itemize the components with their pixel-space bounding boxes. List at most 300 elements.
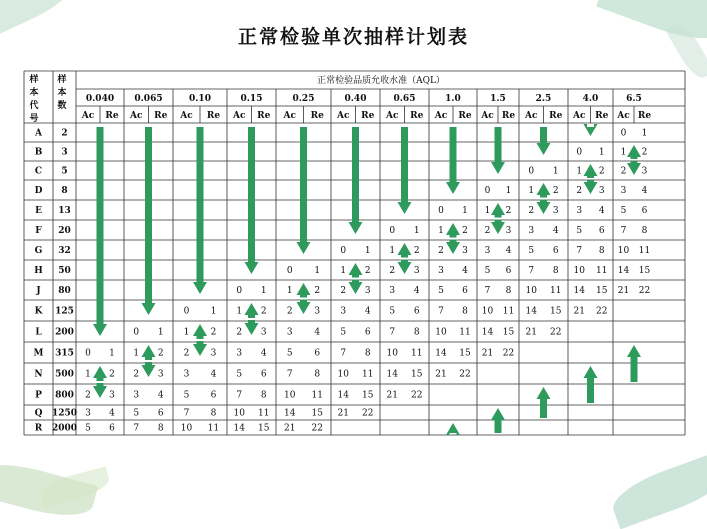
ac-value: 14 <box>233 423 245 434</box>
re-value: 2 <box>413 246 420 256</box>
re-value: 15 <box>362 390 374 401</box>
ac-header: Ac <box>180 111 193 121</box>
re-value: 6 <box>641 206 648 216</box>
up-arrow-icon <box>491 203 505 218</box>
aql-level-label: 6.5 <box>626 94 642 104</box>
re-header: Re <box>501 111 516 121</box>
sample-size: 2 <box>61 128 68 139</box>
re-value: 8 <box>505 286 512 296</box>
ac-value: 0 <box>528 166 535 177</box>
re-value: 3 <box>552 206 559 216</box>
up-arrow-icon <box>398 243 412 258</box>
down-arrow-icon <box>537 200 551 215</box>
down-arrow-icon <box>584 124 598 136</box>
down-arrow-icon <box>627 161 641 175</box>
ac-value: 5 <box>85 423 91 434</box>
re-value: 22 <box>411 390 423 401</box>
sample-code: E <box>35 206 42 216</box>
sample-code: K <box>34 306 43 317</box>
re-value: 2 <box>505 206 512 216</box>
down-arrow-icon <box>446 240 460 255</box>
re-value: 2 <box>598 166 605 177</box>
re-value: 6 <box>552 246 559 256</box>
ac-value: 5 <box>620 206 627 216</box>
sample-code: B <box>34 147 43 158</box>
ac-value: 0 <box>85 348 91 359</box>
ac-value: 7 <box>576 246 583 256</box>
re-value: 8 <box>413 327 420 338</box>
sample-size: 3 <box>61 147 68 158</box>
ac-value: 5 <box>528 246 535 256</box>
down-arrow-icon <box>142 127 156 315</box>
re-value: 2 <box>314 286 321 296</box>
ac-value: 7 <box>183 408 190 419</box>
ac-header: Ac <box>233 111 246 121</box>
re-value: 1 <box>413 226 420 236</box>
ac-value: 14 <box>617 266 630 276</box>
ac-value: 21 <box>617 286 630 296</box>
ac-value: 1 <box>389 246 396 256</box>
re-value: 4 <box>314 327 321 338</box>
ac-value: 1 <box>576 166 583 177</box>
re-value: 22 <box>550 327 562 338</box>
re-value: 6 <box>260 369 267 380</box>
ac-value: 2 <box>85 390 91 401</box>
ac-value: 5 <box>438 286 444 296</box>
re-value: 1 <box>641 128 648 139</box>
ac-value: 10 <box>617 246 630 256</box>
down-arrow-icon <box>398 127 412 214</box>
re-value: 8 <box>364 348 371 359</box>
ac-value: 14 <box>435 348 447 359</box>
down-arrow-icon <box>349 127 363 234</box>
ac-header: Ac <box>434 111 448 121</box>
re-value: 8 <box>157 423 164 434</box>
re-value: 6 <box>462 286 468 296</box>
re-value: 15 <box>502 327 515 338</box>
ac-value: 3 <box>286 327 293 338</box>
down-arrow-icon <box>245 320 259 335</box>
ac-value: 21 <box>386 390 398 401</box>
up-arrow-icon <box>142 345 156 360</box>
ac-value: 10 <box>481 306 494 317</box>
down-arrow-icon <box>193 127 207 294</box>
down-arrow-icon <box>446 127 460 194</box>
ac-value: 3 <box>576 206 583 216</box>
up-arrow-icon <box>627 345 641 382</box>
ac-value: 0 <box>620 128 627 139</box>
sample-code: H <box>34 266 43 276</box>
up-arrow-icon <box>193 324 207 339</box>
re-value: 2 <box>260 306 267 317</box>
re-value: 3 <box>598 186 605 196</box>
ac-value: 21 <box>435 369 447 380</box>
sample-size-header: 样 <box>57 75 67 85</box>
sample-code-header: 号 <box>29 114 39 124</box>
re-value: 3 <box>109 390 115 401</box>
aql-level-label: 0.65 <box>393 94 416 104</box>
re-header: Re <box>361 111 375 121</box>
re-value: 1 <box>260 286 267 296</box>
ac-header: Ac <box>386 111 399 121</box>
ac-value: 3 <box>183 369 190 380</box>
re-value: 22 <box>638 286 651 296</box>
aql-level-label: 0.25 <box>292 94 315 104</box>
ac-value: 3 <box>484 246 491 256</box>
ac-value: 1 <box>340 266 347 276</box>
ac-value: 10 <box>337 369 349 380</box>
sample-code: L <box>35 327 42 338</box>
ac-value: 0 <box>576 147 583 158</box>
ac-value: 1 <box>236 306 243 317</box>
aql-level-label: 4.0 <box>582 94 599 104</box>
re-value: 22 <box>459 369 471 380</box>
ac-header: Ac <box>573 111 586 121</box>
ac-value: 3 <box>133 390 140 401</box>
re-value: 3 <box>314 306 321 317</box>
down-arrow-icon <box>491 220 505 235</box>
ac-value: 7 <box>484 286 491 296</box>
re-value: 11 <box>311 390 323 401</box>
ac-value: 5 <box>484 266 491 276</box>
re-value: 4 <box>157 390 164 401</box>
ac-value: 5 <box>236 369 243 380</box>
sample-code: P <box>35 390 42 401</box>
down-arrow-icon <box>584 180 598 194</box>
sample-size-header: 数 <box>57 101 67 111</box>
ac-header: Ac <box>283 111 296 121</box>
ac-value: 21 <box>284 423 296 434</box>
re-value: 22 <box>596 306 608 317</box>
aql-level-label: 0.15 <box>240 94 263 104</box>
aql-level-label: 2.5 <box>535 94 552 104</box>
re-header: Re <box>410 111 424 121</box>
ac-value: 3 <box>236 348 243 359</box>
sample-size: 5 <box>61 166 68 177</box>
re-value: 8 <box>314 369 321 380</box>
ac-value: 3 <box>389 286 396 296</box>
ac-value: 7 <box>340 348 347 359</box>
re-value: 4 <box>552 226 559 236</box>
re-value: 11 <box>258 408 270 419</box>
re-value: 4 <box>413 286 420 296</box>
down-arrow-icon <box>297 127 311 254</box>
re-value: 8 <box>641 226 648 236</box>
up-arrow-icon <box>584 366 598 403</box>
ac-value: 2 <box>286 306 293 317</box>
aql-header: 正常检验品质允收水准（AQL） <box>317 76 445 86</box>
sample-code-header: 样 <box>29 75 39 85</box>
ac-value: 2 <box>576 186 583 196</box>
ac-value: 3 <box>528 226 535 236</box>
ac-value: 10 <box>435 327 447 338</box>
aql-level-label: 0.40 <box>344 94 367 104</box>
ac-value: 14 <box>525 306 537 317</box>
re-value: 6 <box>314 348 321 359</box>
ac-value: 1 <box>484 206 491 216</box>
re-value: 1 <box>462 206 468 216</box>
re-header: Re <box>257 111 271 121</box>
re-value: 11 <box>411 348 423 359</box>
ac-value: 7 <box>528 266 535 276</box>
down-arrow-icon <box>537 127 551 155</box>
ac-value: 0 <box>389 226 396 236</box>
ac-value: 1 <box>133 348 140 359</box>
ac-value: 3 <box>620 186 627 196</box>
aql-level-label: 1.5 <box>490 94 506 104</box>
re-value: 15 <box>459 348 471 359</box>
re-value: 3 <box>462 246 468 256</box>
ac-value: 10 <box>386 348 398 359</box>
re-value: 11 <box>550 286 562 296</box>
page-title: 正常检验单次抽样计划表 <box>237 26 469 48</box>
re-value: 8 <box>552 266 559 276</box>
re-value: 6 <box>210 390 217 401</box>
up-arrow-icon <box>446 223 460 238</box>
re-value: 1 <box>552 166 559 177</box>
ac-value: 0 <box>286 266 293 276</box>
up-arrow-icon <box>245 303 259 318</box>
sample-size-header: 本 <box>57 88 67 98</box>
up-arrow-icon <box>627 145 641 159</box>
re-value: 11 <box>502 306 515 317</box>
re-value: 4 <box>109 408 115 419</box>
ac-value: 2 <box>620 166 627 177</box>
ac-header: Ac <box>617 111 630 121</box>
re-value: 4 <box>210 369 217 380</box>
aql-level-label: 0.040 <box>85 94 115 104</box>
ac-header: Ac <box>81 111 95 121</box>
re-value: 8 <box>598 246 605 256</box>
ac-value: 21 <box>337 408 349 419</box>
up-arrow-icon <box>446 423 460 435</box>
re-value: 1 <box>210 306 217 317</box>
ac-value: 3 <box>438 266 444 276</box>
ac-value: 10 <box>284 390 296 401</box>
re-value: 6 <box>505 266 512 276</box>
re-value: 2 <box>641 147 648 158</box>
ac-value: 1 <box>286 286 293 296</box>
re-value: 3 <box>260 327 267 338</box>
re-value: 4 <box>641 186 648 196</box>
down-arrow-icon <box>398 260 412 275</box>
re-value: 3 <box>157 369 164 380</box>
ac-value: 21 <box>573 306 585 317</box>
up-arrow-icon <box>537 183 551 198</box>
sample-code: N <box>34 369 43 380</box>
re-value: 22 <box>362 408 374 419</box>
sample-code: A <box>35 128 42 139</box>
sample-size: 2000 <box>51 423 78 434</box>
sample-size: 500 <box>55 369 74 380</box>
ac-value: 3 <box>340 306 347 317</box>
sample-code: M <box>33 348 44 359</box>
sample-code-header: 本 <box>29 88 39 98</box>
ac-header: Ac <box>481 111 494 121</box>
re-value: 6 <box>109 423 115 434</box>
up-arrow-icon <box>349 263 363 278</box>
aql-level-label: 1.0 <box>445 94 461 104</box>
re-value: 3 <box>505 226 512 236</box>
sample-size: 1250 <box>51 408 78 419</box>
ac-value: 3 <box>85 408 91 419</box>
re-value: 15 <box>550 306 562 317</box>
sample-size: 200 <box>55 327 74 338</box>
re-value: 6 <box>413 306 420 317</box>
ac-value: 5 <box>286 348 293 359</box>
ac-header: Ac <box>525 111 538 121</box>
ac-value: 14 <box>337 390 349 401</box>
ac-value: 2 <box>528 206 535 216</box>
ac-value: 5 <box>340 327 347 338</box>
ac-value: 0 <box>133 327 140 338</box>
ac-value: 7 <box>620 226 627 236</box>
ac-value: 1 <box>438 226 444 236</box>
ac-value: 1 <box>620 147 627 158</box>
down-arrow-icon <box>142 362 156 377</box>
ac-value: 10 <box>233 408 245 419</box>
ac-value: 0 <box>438 206 444 216</box>
ac-value: 2 <box>438 246 444 256</box>
ac-value: 0 <box>340 246 347 256</box>
sample-code: F <box>35 226 42 236</box>
re-value: 8 <box>462 306 468 317</box>
down-arrow-icon <box>297 300 311 315</box>
re-value: 22 <box>311 423 323 434</box>
re-header: Re <box>637 111 652 121</box>
re-value: 2 <box>157 348 164 359</box>
re-value: 2 <box>364 266 371 276</box>
ac-value: 1 <box>85 369 91 380</box>
sample-code: Q <box>34 408 43 419</box>
ac-value: 5 <box>389 306 396 317</box>
up-arrow-icon <box>297 283 311 298</box>
ac-value: 21 <box>525 327 537 338</box>
ac-value: 10 <box>573 266 585 276</box>
re-value: 4 <box>505 246 512 256</box>
re-value: 15 <box>258 423 270 434</box>
re-value: 11 <box>459 327 471 338</box>
ac-value: 5 <box>133 408 140 419</box>
ac-value: 1 <box>183 327 190 338</box>
ac-value: 5 <box>576 226 583 236</box>
ac-value: 0 <box>183 306 190 317</box>
down-arrow-icon <box>93 383 107 398</box>
re-header: Re <box>310 111 324 121</box>
sample-code-header: 代 <box>29 101 39 111</box>
sample-size: 125 <box>55 306 74 317</box>
re-value: 2 <box>552 186 559 196</box>
re-value: 11 <box>207 423 220 434</box>
ac-value: 5 <box>183 390 190 401</box>
re-value: 4 <box>364 306 371 317</box>
re-value: 6 <box>157 408 164 419</box>
up-arrow-icon <box>584 164 598 178</box>
re-value: 2 <box>462 226 468 236</box>
re-value: 1 <box>505 186 512 196</box>
re-value: 3 <box>210 348 217 359</box>
sample-code: G <box>34 246 43 256</box>
ac-value: 7 <box>286 369 293 380</box>
re-value: 3 <box>413 266 420 276</box>
re-value: 1 <box>157 327 164 338</box>
ac-value: 2 <box>133 369 140 380</box>
sample-size: 80 <box>58 286 71 296</box>
re-value: 3 <box>364 286 371 296</box>
ac-value: 21 <box>481 348 494 359</box>
re-value: 4 <box>462 266 468 276</box>
down-arrow-icon <box>193 341 207 356</box>
re-header: Re <box>458 111 472 121</box>
re-value: 1 <box>598 147 605 158</box>
re-value: 1 <box>314 266 321 276</box>
ac-value: 7 <box>438 306 444 317</box>
re-value: 8 <box>260 390 267 401</box>
re-value: 8 <box>210 408 217 419</box>
ac-value: 0 <box>484 186 491 196</box>
re-value: 11 <box>596 266 608 276</box>
re-value: 1 <box>364 246 371 256</box>
re-value: 11 <box>638 246 651 256</box>
up-arrow-icon <box>93 366 107 381</box>
down-arrow-icon <box>245 127 259 274</box>
ac-value: 14 <box>573 286 585 296</box>
sample-size: 315 <box>55 348 74 359</box>
ac-value: 2 <box>484 226 491 236</box>
re-value: 3 <box>641 166 648 177</box>
re-value: 15 <box>596 286 608 296</box>
re-header: Re <box>105 111 119 121</box>
re-header: Re <box>206 111 221 121</box>
re-value: 22 <box>502 348 515 359</box>
ac-header: Ac <box>130 111 143 121</box>
ac-value: 1 <box>528 186 535 196</box>
ac-value: 2 <box>236 327 243 338</box>
re-header: Re <box>595 111 609 121</box>
sample-code: R <box>34 423 43 434</box>
re-value: 15 <box>311 408 323 419</box>
re-value: 1 <box>109 348 115 359</box>
aql-level-label: 0.065 <box>134 94 163 104</box>
ac-value: 0 <box>236 286 243 296</box>
up-arrow-icon <box>491 408 505 433</box>
ac-value: 7 <box>389 327 396 338</box>
sample-size: 13 <box>58 206 71 216</box>
re-value: 4 <box>598 206 605 216</box>
down-arrow-icon <box>491 127 505 174</box>
re-value: 4 <box>260 348 267 359</box>
ac-value: 7 <box>133 423 140 434</box>
ac-value: 10 <box>180 423 193 434</box>
re-header: Re <box>154 111 168 121</box>
ac-value: 7 <box>236 390 243 401</box>
sample-code: C <box>34 166 43 177</box>
re-value: 6 <box>364 327 371 338</box>
ac-value: 2 <box>389 266 396 276</box>
re-value: 15 <box>411 369 423 380</box>
re-value: 11 <box>362 369 374 380</box>
ac-value: 14 <box>481 327 494 338</box>
sample-size: 800 <box>55 390 74 401</box>
down-arrow-icon <box>93 127 107 336</box>
re-value: 2 <box>109 369 115 380</box>
ac-value: 10 <box>525 286 537 296</box>
sample-size: 20 <box>58 226 71 236</box>
re-value: 15 <box>638 266 651 276</box>
re-value: 2 <box>210 327 217 338</box>
sample-code: J <box>36 286 41 296</box>
sample-size: 32 <box>58 246 71 256</box>
